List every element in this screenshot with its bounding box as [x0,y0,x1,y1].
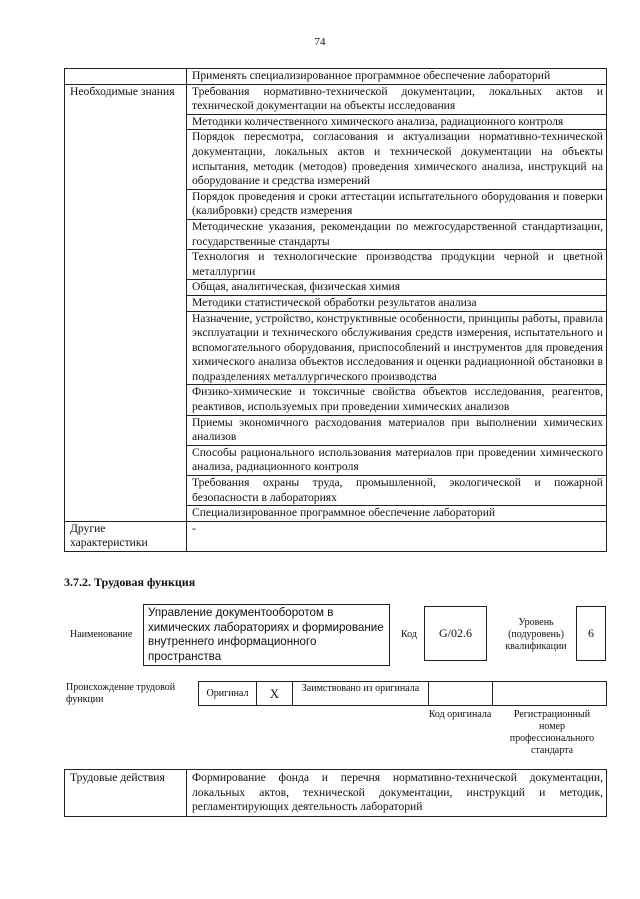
name-value: Управление документооборотом в химических лабораториях и формирование внутреннего информационного пространства [143,604,390,666]
actions-value: Формирование фонда и перечня нормативно-технической документации, локальных актов, технической документации, инструкций и методик, регламентирующих деятельность лабораторий [187,770,607,817]
knowledge-item: Технология и технологические производства продукции черной и цветной металлургии [187,250,607,280]
code-orig-cell [429,682,493,705]
code-orig-label: Код оригинала [428,709,492,720]
origin-label: Происхождение трудовой функции [66,682,176,705]
knowledge-item: Требования охраны труда, промышленной, экологической и пожарной безопасности в лабораториях [187,476,607,506]
origin-row [198,681,607,706]
code-value: G/02.6 [424,606,487,661]
knowledge-item: Методики статистической обработки результатов анализа [187,295,607,311]
other-value: - [187,521,607,551]
section-title: 3.7.2. Трудовая функция [64,575,196,589]
original-label: Оригинал [199,682,257,705]
page-number: 74 [314,36,326,48]
knowledge-item: Способы рационального использования материалов при проведении химического анализа, радиационного контроля [187,445,607,475]
name-label: Наименование [70,629,133,640]
knowledge-item: Методики количественного химического анализа, радиационного контроля [187,114,607,130]
knowledge-table [64,68,607,552]
knowledge-item: Методические указания, рекомендации по межгосударственной стандартизации, государственные стандарты [187,219,607,249]
level-value: 6 [576,606,606,661]
reg-number-label: Регистрационный номер профессионального стандарта [509,709,595,756]
knowledge-item: Назначение, устройство, конструктивные особенности, принципы работы, правила эксплуатации и технического обслуживания средств измерения, испытательного и вспомогательного оборудования, приспособлений и инструментов для проведения химического анализа объектов исследования и оценки радиационной обстановки в подразделениях металлургического производства [187,311,607,385]
knowledge-item: Приемы экономичного расходования материалов при выполнении химических анализов [187,415,607,445]
borrowed-label: Заимствовано из оригинала [293,682,429,705]
actions-label: Трудовые действия [65,770,187,817]
knowledge-item: Требования нормативно-технической документации, локальных актов и технической документации на объекты исследования [187,84,607,114]
code-label: Код [401,629,417,640]
actions-table [64,769,607,817]
knowledge-label: Необходимые знания [65,84,187,521]
knowledge-item: Порядок пересмотра, согласования и актуализации нормативно-технической документации, локальных актов и технической документации на объекты испытания, методик (методов) проведения химического анализа, инструкций на оборудование и средства измерений [187,130,607,189]
knowledge-item: Порядок проведения и сроки аттестации испытательного оборудования и поверки (калибровки) средств измерения [187,189,607,219]
empty-label-cell [65,69,187,85]
knowledge-item: Специализированное программное обеспечение лабораторий [187,506,607,522]
knowledge-item: Общая, аналитическая, физическая химия [187,280,607,296]
original-mark: X [257,682,293,705]
level-label: Уровень (подуровень) квалификации [505,617,567,652]
knowledge-item: Физико-химические и токсичные свойства объектов исследования, реагентов, реактивов, используемых при проведении химических анализов [187,385,607,415]
reg-number-cell [493,682,606,705]
other-label: Другие характеристики [65,521,187,551]
skill-row: Применять специализированное программное обеспечение лабораторий [187,69,607,85]
